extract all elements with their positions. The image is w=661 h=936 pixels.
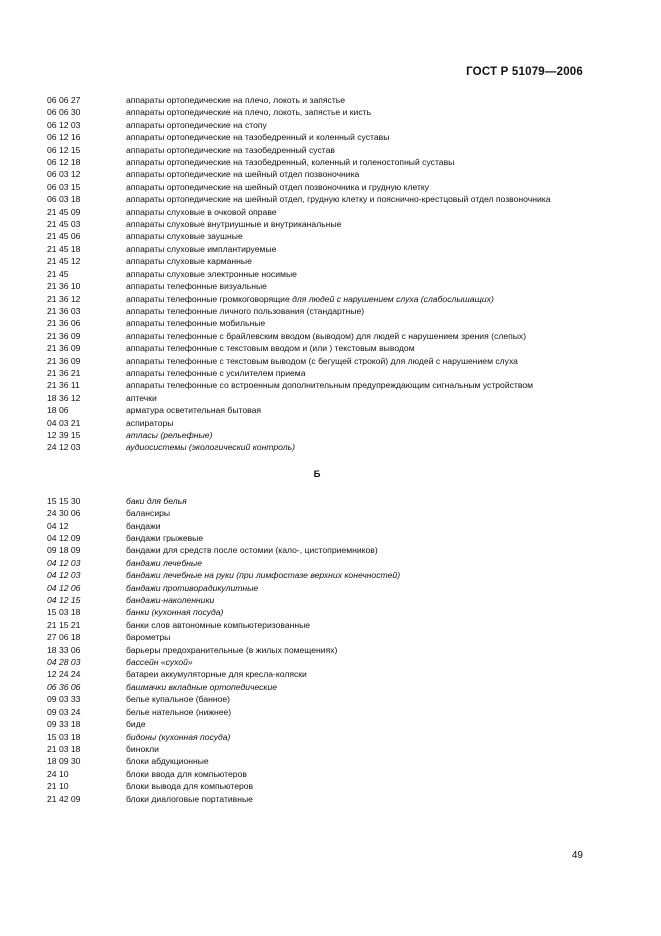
index-entry — [47, 706, 587, 718]
entry-term — [126, 268, 587, 280]
entry-term — [126, 606, 587, 618]
index-entry — [47, 606, 587, 618]
entry-code: 06 06 27 — [47, 95, 81, 105]
entry-term-text: батареи аккумуляторные для кресла-коляски — [126, 669, 307, 680]
index-entry — [47, 619, 587, 631]
entry-code: 21 10 — [47, 781, 69, 792]
entry-term — [126, 230, 587, 242]
entry-term — [126, 507, 587, 519]
entry-term-text: аппараты слуховые заушные — [126, 231, 243, 242]
index-entry — [47, 119, 587, 131]
entry-term-text: башмачки вкладные ортопедические — [126, 681, 278, 692]
index-entry — [47, 495, 587, 507]
entry-term — [126, 206, 587, 218]
entry-code: 18 06 — [47, 405, 69, 416]
index-entry — [47, 668, 587, 680]
entry-code: 06 12 16 — [47, 132, 81, 143]
entry-term-text: аптечки — [126, 392, 157, 403]
entry-term-text: барометры — [126, 632, 171, 643]
entry-term-text: аппараты слуховые внутриушные и внутриканальные — [126, 219, 342, 230]
index-entry — [47, 293, 587, 305]
entry-term-text: барьеры предохранительные (в жилых помещениях) — [126, 644, 338, 655]
entry-term-text: аппараты ортопедические на шейный отдел позвоночника и грудную клетку — [126, 181, 430, 192]
entry-term-text: биде — [126, 719, 146, 730]
entry-code: 27 06 18 — [47, 632, 81, 643]
index-entry — [47, 631, 587, 643]
entry-code: 06 03 15 — [47, 181, 81, 192]
entry-code: 06 12 15 — [47, 144, 81, 155]
entry-term — [126, 193, 587, 205]
entry-code: 21 36 12 — [47, 293, 81, 304]
entry-term — [126, 594, 587, 606]
entry-term — [126, 718, 587, 730]
entry-term-text: аппараты телефонные громкоговорящие — [126, 293, 290, 304]
entry-code: 15 03 18 — [47, 731, 81, 742]
index-entry — [47, 168, 587, 180]
entry-term-text: аудиосистемы (экологический контроль) — [126, 442, 295, 453]
entry-term — [126, 218, 587, 230]
entry-term — [126, 441, 587, 453]
entry-code: 04 03 21 — [47, 417, 81, 428]
entry-code: 06 12 03 — [47, 119, 81, 130]
index-entry — [47, 532, 587, 544]
entry-term — [126, 631, 587, 643]
index-entry — [47, 656, 587, 668]
index-entry — [47, 218, 587, 230]
index-entry — [47, 206, 587, 218]
entry-term-text: аппараты ортопедические на тазобедренный сустав — [126, 144, 335, 155]
entry-term-text: аппараты телефонные с усилителем приема — [126, 367, 306, 378]
entry-term — [126, 743, 587, 755]
entry-code: 06 06 30 — [47, 107, 81, 118]
entry-term — [126, 656, 587, 668]
entry-code: 21 03 18 — [47, 743, 81, 754]
entry-term — [126, 293, 587, 305]
entry-term-text: аппараты телефонные с текстовым выводом (с бегущей строкой) для людей с нарушением слуха — [126, 355, 518, 366]
entry-code: 12 24 24 — [47, 669, 81, 680]
index-entry — [47, 330, 587, 342]
entry-term-text: аппараты телефонные с текстовым вводом и (или ) текстовым выводом — [126, 343, 415, 354]
entry-code: 09 03 33 — [47, 694, 81, 705]
entry-term-text: аппараты телефонные визуальные — [126, 281, 267, 292]
entry-term — [126, 181, 587, 193]
entry-term-text: белье купальное (банное) — [126, 694, 231, 705]
entry-code: 21 36 06 — [47, 318, 81, 329]
index-entry — [47, 367, 587, 379]
entry-code: 21 42 09 — [47, 793, 81, 804]
section-b — [47, 495, 587, 805]
entry-term-text: бандажи для средств после остомии (кало-, цистоприемников) — [126, 545, 378, 556]
index-entry — [47, 317, 587, 329]
entry-code: 21 45 12 — [47, 256, 81, 267]
index-entry — [47, 255, 587, 267]
entry-code: 21 45 18 — [47, 243, 81, 254]
index-entry — [47, 520, 587, 532]
index-entry — [47, 156, 587, 168]
index-entry — [47, 106, 587, 118]
entry-term-text: блоки ввода для компьютеров — [126, 768, 247, 779]
entry-term — [126, 644, 587, 656]
entry-term-text: бандажи-наколенники — [126, 595, 215, 606]
entry-code: 06 36 06 — [47, 681, 81, 692]
index-entry — [47, 681, 587, 693]
entry-term — [126, 317, 587, 329]
entry-code: 21 36 09 — [47, 330, 81, 341]
index-entry — [47, 379, 587, 391]
index-entry — [47, 342, 587, 354]
index-entry — [47, 718, 587, 730]
entry-term — [126, 706, 587, 718]
entry-term-text: аспираторы — [126, 417, 174, 428]
index-entry — [47, 693, 587, 705]
entry-term — [126, 520, 587, 532]
index-entry — [47, 392, 587, 404]
index-entry — [47, 569, 587, 581]
entry-term — [126, 379, 587, 391]
entry-code: 06 03 18 — [47, 194, 81, 205]
entry-code: 06 03 12 — [47, 169, 81, 180]
entry-term-text: блоки вывода для компьютеров — [126, 781, 254, 792]
entry-code: 21 36 09 — [47, 355, 81, 366]
document-header: ГОСТ Р 51079—2006 — [466, 66, 583, 78]
entry-term-text: баки для белья — [126, 495, 187, 506]
entry-term-text: белье нательное (нижнее) — [126, 706, 232, 717]
entry-code: 21 45 — [47, 268, 69, 279]
entry-term — [126, 280, 587, 292]
index-entry — [47, 429, 587, 441]
entry-term — [126, 94, 587, 106]
entry-term-text: бандажи лечебные на руки (при лимфостазе верхних конечностей) — [126, 570, 401, 581]
entry-term-text: аппараты ортопедические на стопу — [126, 119, 267, 130]
entry-term-text: бандажи грыжевые — [126, 533, 204, 543]
entry-code: 04 12 — [47, 520, 69, 531]
entry-term-text: атласы (рельефные) — [126, 429, 213, 440]
index-entry — [47, 144, 587, 156]
entry-term-text: банки (кухонная посуда) — [126, 607, 224, 618]
index-entry — [47, 544, 587, 556]
entry-term — [126, 144, 587, 156]
entry-code: 18 33 06 — [47, 644, 81, 655]
entry-term — [126, 404, 587, 416]
entry-code: 21 45 03 — [47, 219, 81, 230]
index-entry — [47, 755, 587, 767]
entry-term-text: бандажи лечебные — [126, 557, 202, 568]
entry-term — [126, 495, 587, 507]
entry-term — [126, 557, 587, 569]
entry-code: 18 36 12 — [47, 392, 81, 403]
index-entries — [47, 94, 587, 805]
entry-term-text: аппараты телефонные мобильные — [126, 318, 266, 329]
entry-term-italic: для людей с нарушением слуха (слабослышащих) — [292, 293, 494, 304]
entry-term-text: блоки диалоговые портативные — [126, 793, 253, 804]
entry-term — [126, 330, 587, 342]
entry-term — [126, 131, 587, 143]
index-entry — [47, 181, 587, 193]
section-a — [47, 94, 587, 454]
entry-term-text: балансиры — [126, 508, 171, 519]
entry-code: 09 18 09 — [47, 545, 81, 556]
index-entry — [47, 768, 587, 780]
entry-term — [126, 668, 587, 680]
entry-code: 21 45 06 — [47, 231, 81, 242]
entry-term-text: блоки абдукционные — [126, 756, 209, 767]
entry-term — [126, 156, 587, 168]
index-entry — [47, 780, 587, 792]
index-entry — [47, 441, 587, 453]
entry-code: 21 15 21 — [47, 619, 81, 630]
entry-term — [126, 544, 587, 556]
entry-code: 04 12 03 — [47, 570, 81, 581]
entry-term — [126, 532, 587, 544]
index-entry — [47, 268, 587, 280]
entry-term — [126, 780, 587, 792]
entry-code: 18 09 30 — [47, 756, 81, 767]
entry-term — [126, 168, 587, 180]
entry-term — [126, 342, 587, 354]
entry-code: 21 36 21 — [47, 367, 81, 378]
index-entry — [47, 557, 587, 569]
entry-code: 21 36 11 — [47, 380, 80, 391]
entry-term — [126, 355, 587, 367]
entry-term — [126, 731, 587, 743]
entry-term-text: бандажи — [126, 520, 161, 531]
entry-code: 12 39 15 — [47, 429, 81, 440]
entry-term-text: банки слов автономные компьютеризованные — [126, 619, 311, 630]
entry-term — [126, 417, 587, 429]
index-entry — [47, 131, 587, 143]
index-entry — [47, 793, 587, 805]
index-entry — [47, 582, 587, 594]
entry-code: 09 03 24 — [47, 706, 81, 717]
entry-term-text: аппараты телефонные личного пользования (стандартные) — [126, 305, 365, 316]
index-entry — [47, 280, 587, 292]
entry-code: 21 36 09 — [47, 343, 81, 354]
entry-term — [126, 681, 587, 693]
index-entry — [47, 404, 587, 416]
entry-code: 21 36 03 — [47, 305, 81, 316]
entry-term-text: аппараты слуховые карманные — [126, 256, 252, 267]
index-entry — [47, 243, 587, 255]
index-entry — [47, 230, 587, 242]
entry-term — [126, 569, 587, 581]
entry-term — [126, 367, 587, 379]
entry-code: 04 12 15 — [47, 595, 81, 606]
entry-term-text: бидоны (кухонная посуда) — [126, 731, 231, 742]
entry-code: 21 36 10 — [47, 281, 81, 292]
page-number: 49 — [571, 850, 583, 861]
entry-code: 24 30 06 — [47, 508, 81, 519]
entry-term-text: аппараты ортопедические на шейный отдел позвоночника — [126, 169, 360, 180]
entry-term-text: аппараты слуховые в очковой оправе — [126, 206, 277, 217]
entry-term-text: аппараты ортопедические на плечо, локоть, запястье и кисть — [126, 107, 372, 118]
entry-code: 04 12 03 — [47, 557, 81, 568]
entry-term — [126, 243, 587, 255]
entry-code: 21 45 09 — [47, 206, 81, 217]
entry-code: 09 33 18 — [47, 719, 81, 730]
entry-term — [126, 429, 587, 441]
entry-term-text: аппараты слуховые имплантируемые — [126, 243, 277, 254]
index-entry — [47, 417, 587, 429]
entry-code: 24 10 — [47, 768, 69, 779]
entry-term — [126, 582, 587, 594]
index-entry — [47, 644, 587, 656]
entry-term — [126, 768, 587, 780]
index-entry — [47, 594, 587, 606]
entry-term — [126, 106, 587, 118]
index-entry — [47, 355, 587, 367]
entry-code: 04 12 06 — [47, 582, 81, 593]
entry-term-text: аппараты ортопедические на тазобедренный и коленный суставы — [126, 132, 390, 143]
index-entry — [47, 731, 587, 743]
entry-code: 15 15 30 — [47, 495, 81, 506]
entry-term-text: аппараты ортопедические на шейный отдел, грудную клетку и пояснично-крестцовый отдел позвоночника — [126, 194, 551, 205]
entry-term-text: бинокли — [126, 743, 159, 754]
entry-term — [126, 793, 587, 805]
entry-term — [126, 255, 587, 267]
entry-term-text: бассейн «сухой» — [126, 657, 193, 668]
entry-code: 04 28 03 — [47, 657, 81, 668]
entry-term — [126, 305, 587, 317]
entry-term — [126, 693, 587, 705]
entry-term-text: бандажи противорадикулитные — [126, 582, 259, 593]
index-entry — [47, 743, 587, 755]
entry-term-text: аппараты ортопедические на тазобедренный, коленный и голеностопный суставы — [126, 157, 455, 168]
entry-code: 06 12 18 — [47, 157, 81, 168]
index-entry — [47, 193, 587, 205]
entry-code: 15 03 18 — [47, 607, 81, 618]
entry-term-text: аппараты телефонные с брайлевским вводом (выводом) для людей с нарушением зрения (слепых) — [126, 330, 527, 341]
entry-term-text: аппараты телефонные со встроенным дополнительным предупреждающим сигнальным устройством — [126, 380, 534, 391]
entry-term — [126, 755, 587, 767]
index-entry — [47, 507, 587, 519]
entry-code: 04 12 09 — [47, 533, 81, 543]
entry-code: 24 12 03 — [47, 442, 81, 453]
section-letter: Б — [313, 468, 321, 480]
entry-term — [126, 392, 587, 404]
entry-term — [126, 619, 587, 631]
index-entry — [47, 94, 587, 106]
entry-term-text: аппараты ортопедические на плечо, локоть и запястье — [126, 95, 346, 105]
index-entry — [47, 305, 587, 317]
entry-term-text: арматура осветительная бытовая — [126, 405, 262, 416]
entry-term — [126, 119, 587, 131]
entry-term-text: аппараты слуховые электронные носимые — [126, 268, 297, 279]
